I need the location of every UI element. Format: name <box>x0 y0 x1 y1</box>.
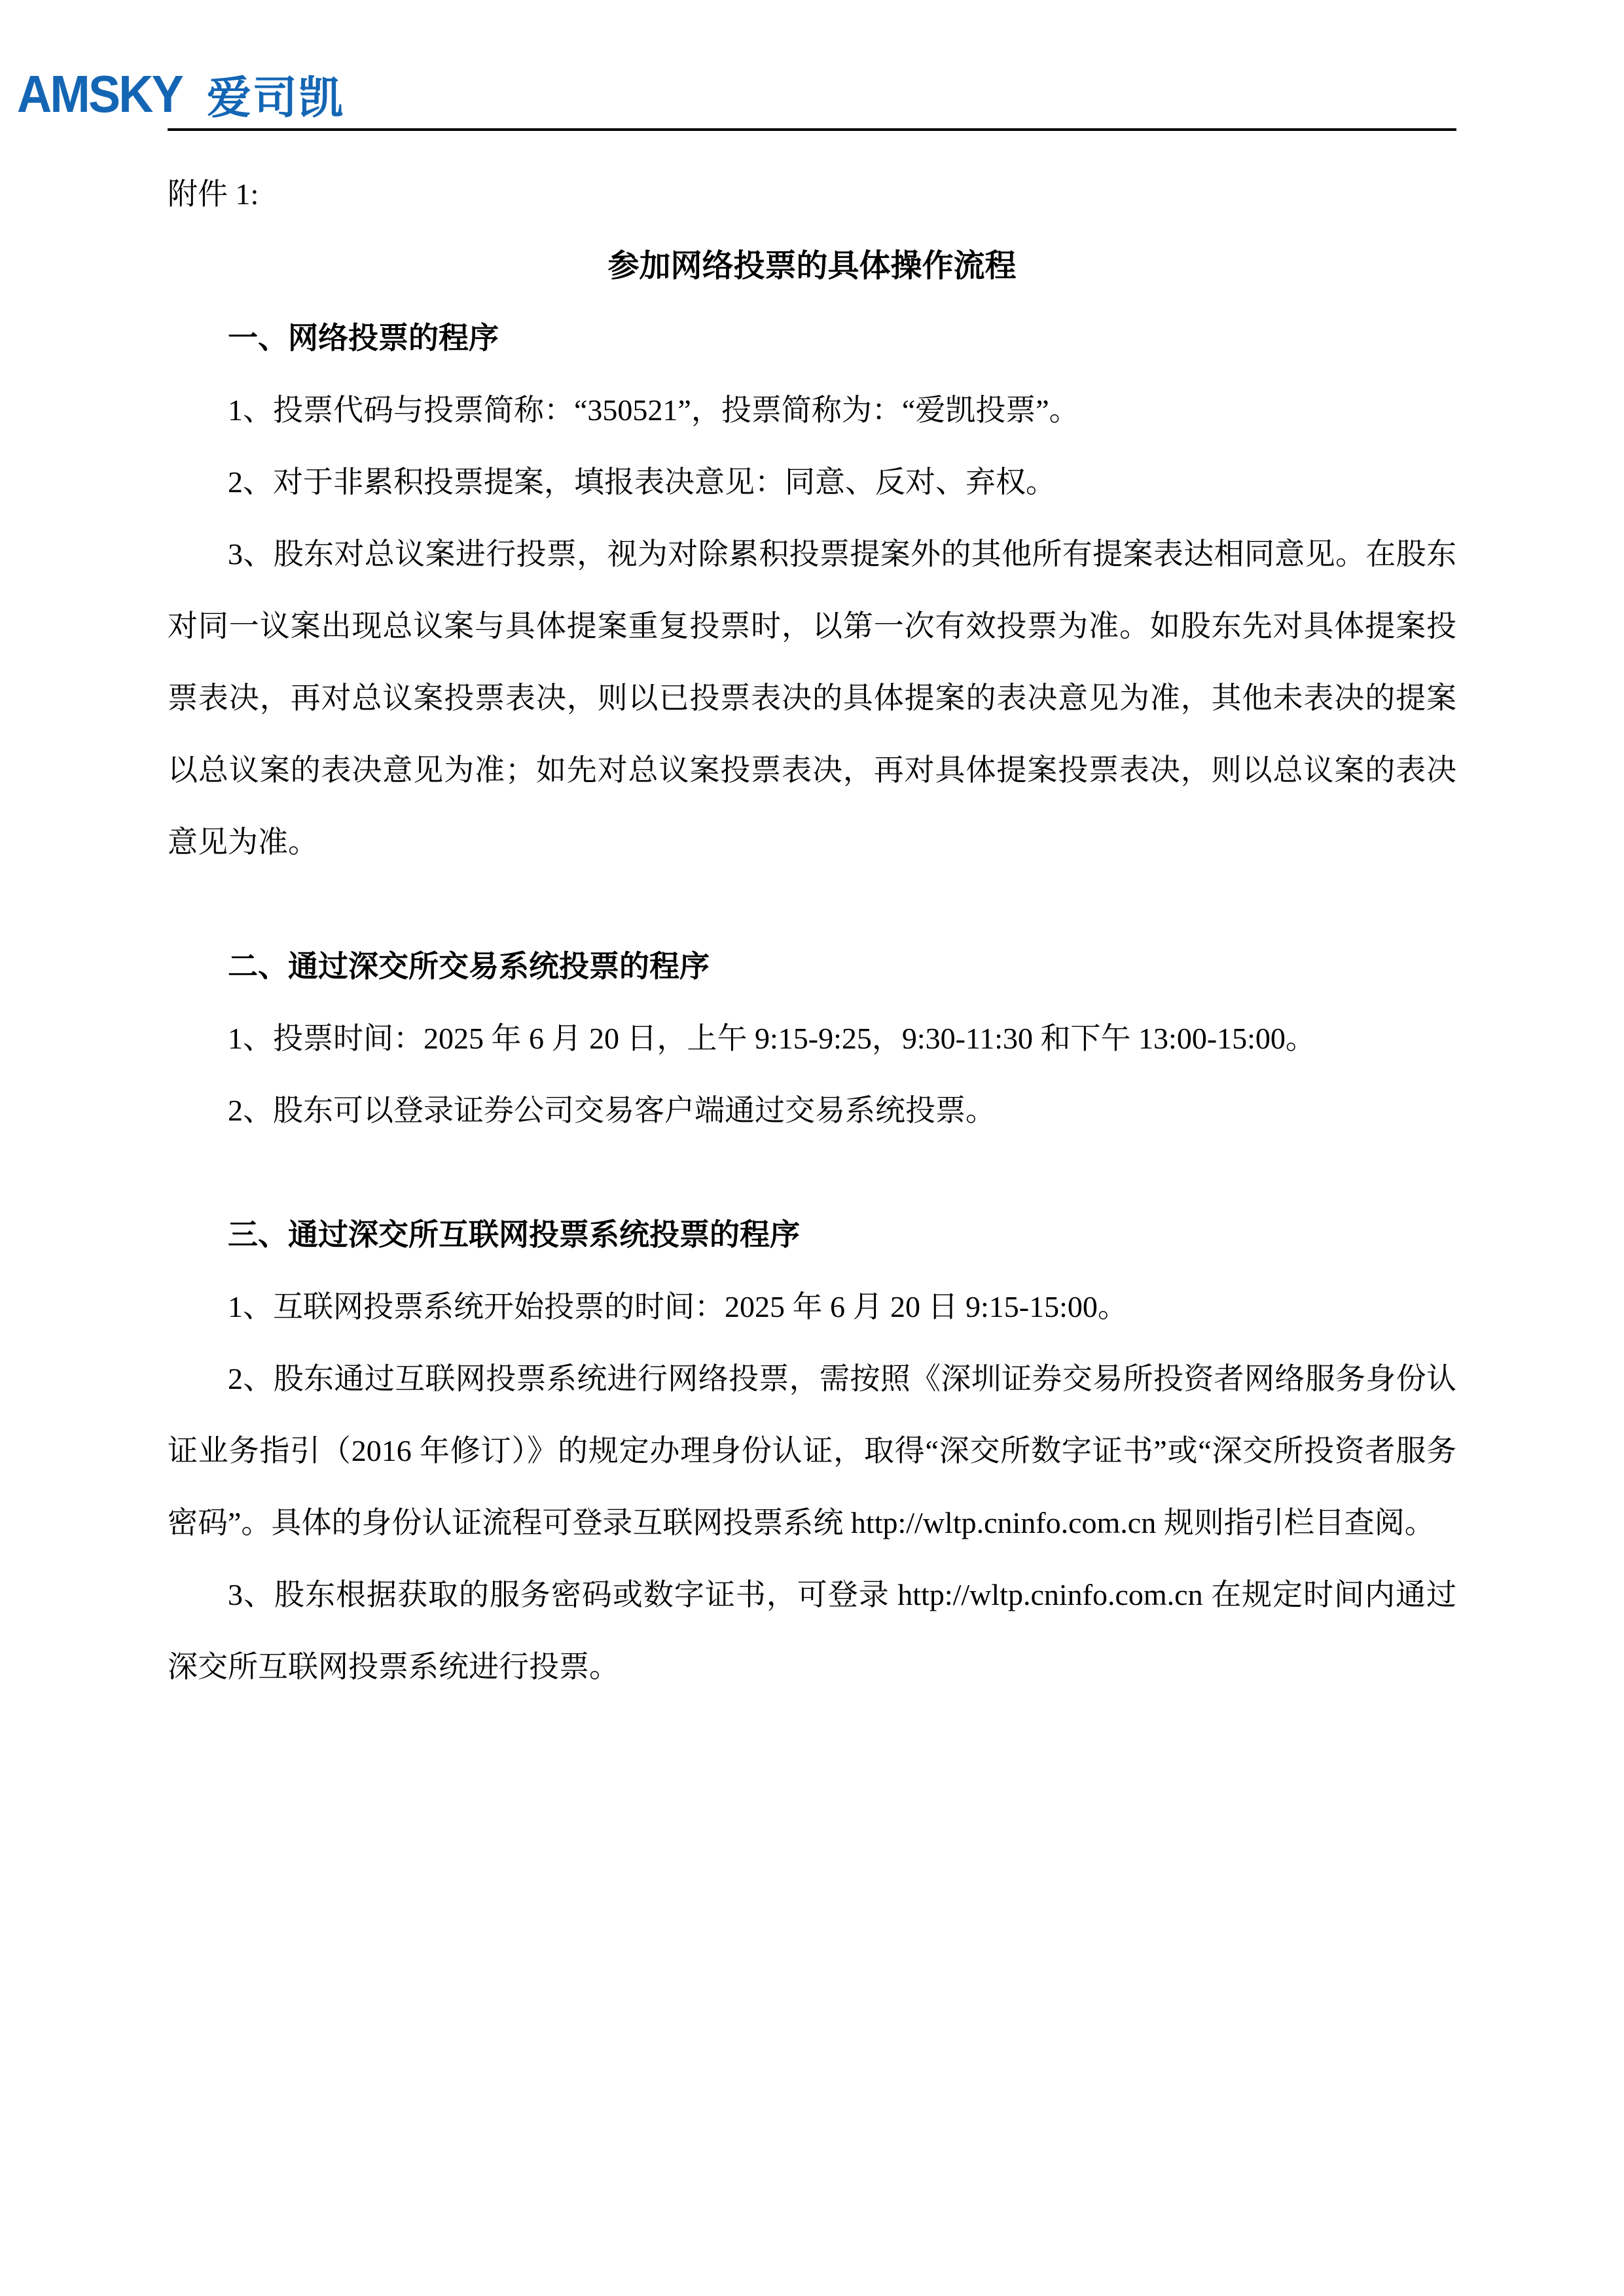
paragraph: 2、对于非累积投票提案，填报表决意见：同意、反对、弃权。 <box>228 465 1056 499</box>
logo-latin-text: AMSKY <box>17 65 182 123</box>
paragraph: 3、股东根据获取的服务密码或数字证书，可登录 http://wltp.cninfo.com.cn 在规定时间内通过深交所互联网投票系统进行投票。 <box>168 1578 1456 1683</box>
paragraph: 2、股东通过互联网投票系统进行网络投票，需按照《深圳证券交易所投资者网络服务身份认证业务指引（2016 年修订）》的规定办理身份认证，取得“深交所数字证书”或“深交所投资者服务密码”。具体的身份认证流程可登录互联网投票系统 http://wltp.cninfo.com.cn 规则指引栏目查阅。 <box>168 1362 1456 1539</box>
paragraph: 1、互联网投票系统开始投票的时间：2025 年 6 月 20 日 9:15-15:00。 <box>228 1290 1128 1323</box>
company-logo <box>17 0 1624 123</box>
paragraph: 2、股东可以登录证券公司交易客户端通过交易系统投票。 <box>228 1094 996 1127</box>
document-title: 参加网络投票的具体操作流程 <box>607 249 1017 283</box>
paragraph: 1、投票代码与投票简称：“350521”，投票简称为：“爱凯投票”。 <box>228 393 1079 427</box>
attachment-label: 附件 1: <box>168 177 259 211</box>
section-heading-internet-voting: 三、通过深交所互联网投票系统投票的程序 <box>228 1218 800 1251</box>
document-body <box>0 158 1624 1703</box>
paragraph: 3、股东对总议案进行投票，视为对除累积投票提案外的其他所有提案表达相同意见。在股东对同一议案出现总议案与具体提案重复投票时，以第一次有效投票为准。如股东先对具体提案投票表决，再对总议案投票表决，则以已投票表决的具体提案的表决意见为准，其他未表决的提案以总议案的表决意见为准；如先对总议案投票表决，再对具体提案投票表决，则以总议案的表决意见为准。 <box>168 537 1456 859</box>
logo-cjk-text: 爱司凯 <box>206 73 344 123</box>
paragraph: 1、投票时间：2025 年 6 月 20 日，上午 9:15-9:25，9:30-11:30 和下午 13:00-15:00。 <box>228 1022 1316 1055</box>
page-header <box>0 0 1624 131</box>
section-heading-trading-system: 二、通过深交所交易系统投票的程序 <box>228 950 710 983</box>
header-divider <box>168 128 1456 131</box>
section-heading-network-voting: 一、网络投票的程序 <box>228 321 499 355</box>
